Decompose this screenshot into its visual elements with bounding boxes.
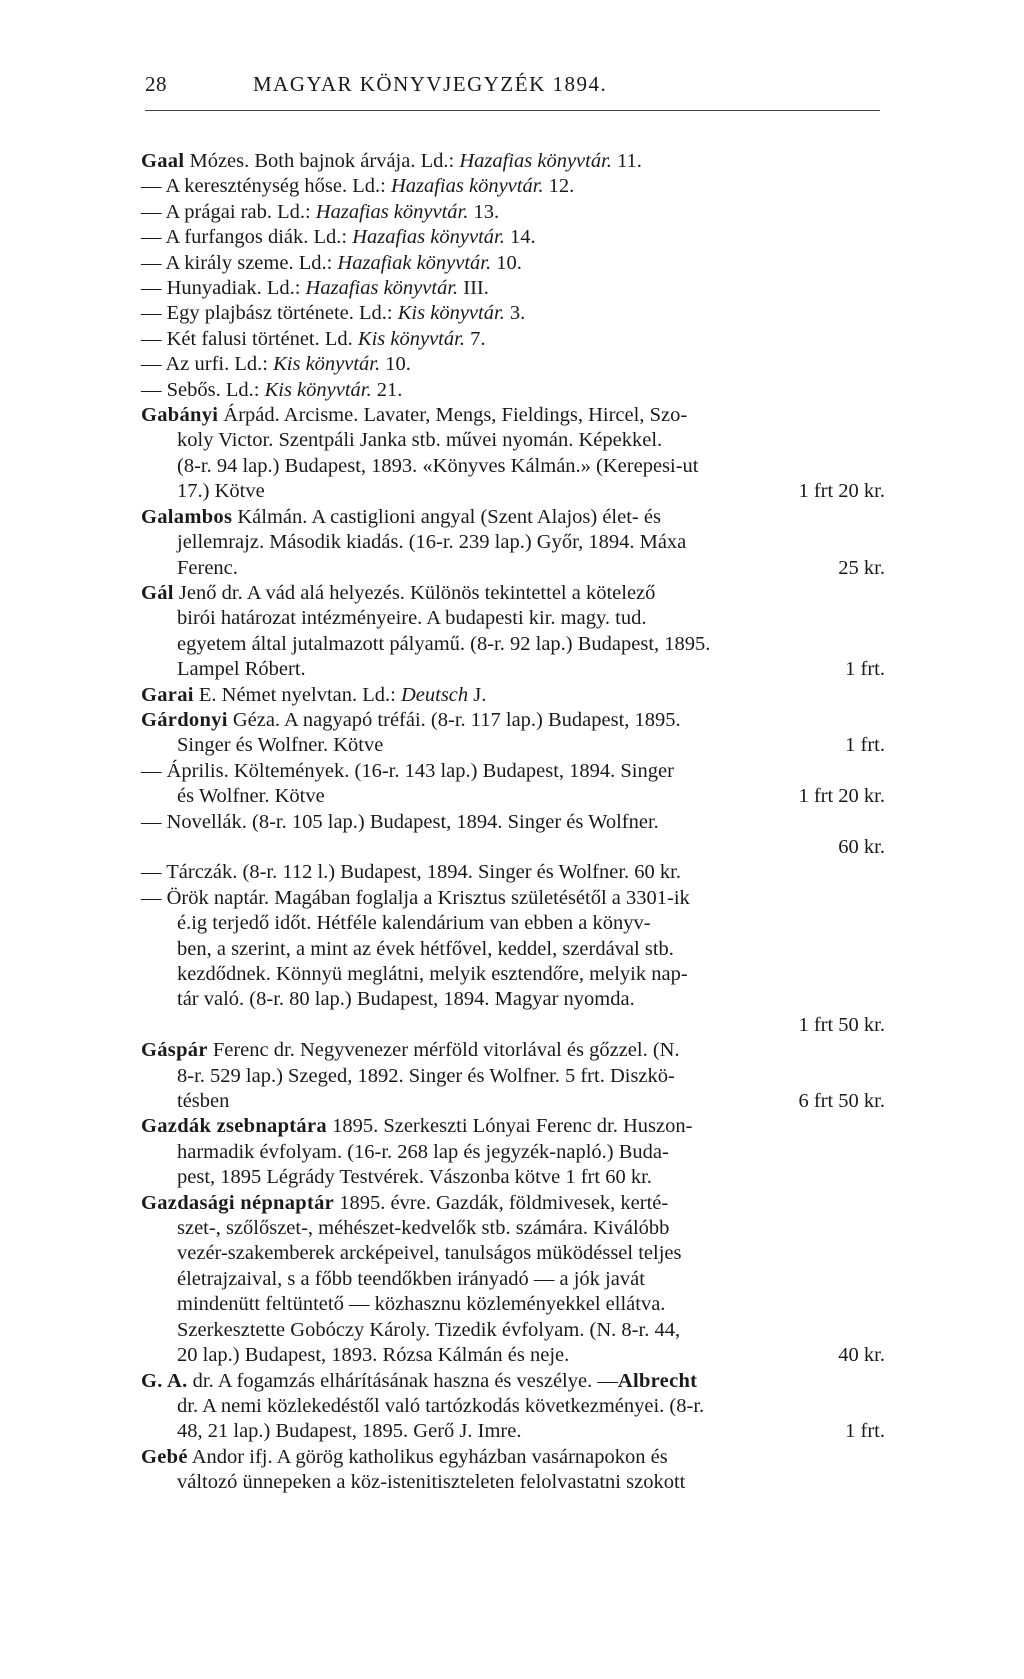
series-number: J. bbox=[468, 683, 487, 706]
entry-text: Árpád. Arcisme. Lavater, Mengs, Fieldings, Hircel, Szo- bbox=[218, 404, 688, 427]
entry-text: — A prágai rab. Ld.: bbox=[141, 200, 316, 223]
price: 6 frt 50 kr. bbox=[798, 1090, 885, 1113]
entry-text: mindenütt feltüntető — közhasznu közleményekkel ellátva. bbox=[177, 1293, 666, 1316]
series-title: Hazafias könyvtár. bbox=[459, 150, 612, 172]
entry-text: és Wolfner. Kötve bbox=[177, 785, 325, 808]
catalog-line bbox=[141, 149, 885, 174]
entry-text: — A furfangos diák. Ld.: bbox=[141, 226, 353, 249]
entry-author: Gazdasági népnaptár bbox=[141, 1191, 335, 1214]
catalog-line bbox=[141, 657, 885, 682]
catalog-line bbox=[141, 632, 885, 657]
entry-text: 48, 21 lap.) Budapest, 1895. Gerő J. Imre. bbox=[177, 1420, 522, 1443]
entry-author: Gazdák zsebnaptára bbox=[141, 1115, 327, 1138]
series-title: Kis könyvtár. bbox=[397, 302, 505, 325]
price: 1 frt. bbox=[845, 658, 885, 681]
catalog-line bbox=[141, 174, 885, 199]
catalog-line bbox=[141, 1191, 885, 1216]
catalog-line bbox=[141, 1216, 885, 1241]
entry-text: birói határozat intézményeire. A budapesti kir. magy. tud. bbox=[177, 607, 647, 630]
catalog-line bbox=[141, 1445, 885, 1470]
catalog-line bbox=[141, 1419, 885, 1444]
catalog-line bbox=[141, 200, 885, 225]
entry-text: — A király szeme. Ld.: bbox=[141, 251, 338, 274]
series-number: 12. bbox=[543, 175, 575, 198]
catalog-line bbox=[141, 1140, 885, 1165]
series-number: 14. bbox=[504, 226, 536, 249]
series-title: Hazafiak könyvtár. bbox=[337, 251, 492, 274]
series-number: III. bbox=[458, 277, 489, 300]
entry-author: Gál bbox=[141, 581, 174, 604]
series-title: Hazafias könyvtár. bbox=[305, 277, 459, 300]
catalog-line bbox=[141, 708, 885, 733]
catalog-line bbox=[141, 937, 885, 962]
entry-text: 8-r. 529 lap.) Szeged, 1892. Singer és Wolfner. 5 frt. Diszkö- bbox=[177, 1064, 675, 1087]
catalog-line bbox=[141, 225, 885, 250]
catalog-line bbox=[141, 911, 885, 936]
catalog-line bbox=[141, 683, 885, 708]
series-number: 10. bbox=[491, 251, 522, 274]
entry-text: — Két falusi történet. Ld. bbox=[141, 327, 358, 350]
catalog-line bbox=[141, 1089, 885, 1114]
catalog-line bbox=[141, 581, 885, 606]
entry-text: dr. A fogamzás elhárításának haszna és veszélye. — bbox=[187, 1369, 618, 1392]
price: 1 frt 20 kr. bbox=[798, 785, 885, 808]
catalog-line bbox=[141, 327, 885, 352]
catalog-line bbox=[141, 454, 885, 479]
entry-text: Ferenc. bbox=[177, 556, 238, 579]
entry-text: Ferenc dr. Negyvenezer mérföld vitorlával és gőzzel. (N. bbox=[207, 1039, 680, 1062]
price: 40 kr. bbox=[838, 1344, 885, 1367]
catalog-line bbox=[141, 505, 885, 530]
catalog-entries bbox=[141, 149, 885, 1496]
entry-text: — Novellák. (8-r. 105 lap.) Budapest, 1894. Singer és Wolfner. bbox=[141, 810, 659, 833]
catalog-line bbox=[141, 886, 885, 911]
entry-text: 1895. évre. Gazdák, földmivesek, kerté- bbox=[334, 1191, 669, 1214]
catalog-line bbox=[141, 1292, 885, 1317]
series-title: Hazafias könyvtár. bbox=[390, 175, 544, 198]
series-title: Hazafias könyvtár. bbox=[315, 200, 469, 223]
entry-text: Singer és Wolfner. Kötve bbox=[177, 734, 384, 757]
series-number: 11. bbox=[611, 150, 642, 172]
entry-text: Mózes. Both bajnok árvája. Ld.: bbox=[184, 150, 460, 172]
entry-author: Albrecht bbox=[617, 1369, 698, 1392]
catalog-line bbox=[141, 1343, 885, 1368]
catalog-line bbox=[141, 962, 885, 987]
catalog-line bbox=[141, 301, 885, 326]
catalog-line bbox=[141, 1369, 885, 1394]
entry-author: Gaal bbox=[141, 150, 185, 172]
catalog-line bbox=[141, 530, 885, 555]
catalog-line bbox=[141, 1241, 885, 1266]
entry-text: — Április. Költemények. (16-r. 143 lap.) Budapest, 1894. Singer bbox=[141, 759, 674, 782]
entry-text: tésben bbox=[177, 1090, 230, 1113]
entry-text: pest, 1895 Légrády Testvérek. Vászonba kötve 1 frt 60 kr. bbox=[177, 1166, 652, 1189]
entry-text: kezdődnek. Könnyü meglátni, melyik esztendőre, melyik nap- bbox=[177, 963, 688, 985]
header-rule bbox=[145, 110, 880, 111]
entry-text: (8-r. 94 lap.) Budapest, 1893. «Könyves Kálmán.» (Kerepesi-ut bbox=[177, 454, 699, 477]
catalog-line bbox=[141, 556, 885, 581]
catalog-line bbox=[141, 987, 885, 1012]
catalog-line bbox=[141, 1318, 885, 1343]
price: 60 kr. bbox=[838, 835, 885, 858]
entry-text: változó ünnepeken a köz-istenitiszteleten felolvastatni szokott bbox=[177, 1471, 686, 1494]
entry-text: — Egy plajbász története. Ld.: bbox=[141, 302, 398, 325]
series-number: 7. bbox=[464, 327, 486, 350]
series-title: Kis könyvtár. bbox=[264, 378, 372, 401]
entry-text: vezér-szakemberek arcképeivel, tanulságos müködéssel teljes bbox=[177, 1242, 682, 1265]
catalog-line bbox=[141, 1470, 885, 1495]
entry-text: dr. A nemi közlekedéstől való tartózkodás következményei. (8-r. bbox=[177, 1394, 705, 1417]
page-number: 28 bbox=[145, 72, 167, 96]
entry-text: E. Német nyelvtan. Ld.: bbox=[193, 683, 401, 706]
catalog-line bbox=[141, 606, 885, 631]
entry-text: — Örök naptár. Magában foglalja a Krisztus születésétől a 3301-ik bbox=[141, 886, 690, 909]
entry-text: harmadik évfolyam. (16-r. 268 lap és jegyzék-napló.) Buda- bbox=[177, 1140, 669, 1163]
catalog-line bbox=[141, 1064, 885, 1089]
price: 1 frt 20 kr. bbox=[798, 480, 885, 503]
entry-text: szet-, szőlőszet-, méhészet-kedvelők stb. számára. Kiválóbb bbox=[177, 1217, 670, 1240]
catalog-line bbox=[141, 403, 885, 428]
entry-text: 20 lap.) Budapest, 1893. Rózsa Kálmán és neje. bbox=[177, 1344, 570, 1367]
catalog-line bbox=[141, 1114, 885, 1139]
entry-text: egyetem által jutalmazott pályamű. (8-r. 92 lap.) Budapest, 1895. bbox=[177, 632, 711, 655]
series-number: 13. bbox=[468, 200, 500, 223]
entry-author: Gabányi bbox=[141, 404, 219, 427]
price: 25 kr. bbox=[838, 556, 885, 579]
entry-text: 17.) Kötve bbox=[177, 480, 265, 503]
series-title: Hazafias könyvtár. bbox=[352, 226, 505, 249]
entry-author: G. A. bbox=[141, 1369, 188, 1392]
catalog-line bbox=[141, 1038, 885, 1063]
catalog-line bbox=[141, 378, 885, 403]
entry-text: — Hunyadiak. Ld.: bbox=[141, 277, 306, 300]
entry-text: 1895. Szerkeszti Lónyai Ferenc dr. Huszon- bbox=[326, 1115, 693, 1138]
series-title: Kis könyvtár. bbox=[357, 327, 465, 350]
catalog-line bbox=[141, 733, 885, 758]
entry-text: jellemrajz. Második kiadás. (16-r. 239 lap.) Győr, 1894. Máxa bbox=[177, 531, 687, 554]
entry-text: koly Victor. Szentpáli Janka stb. művei nyomán. Képekkel. bbox=[177, 429, 663, 452]
entry-text: é.ig terjedő időt. Hétféle kalendárium van ebben a könyv- bbox=[177, 912, 651, 935]
running-title: MAGYAR KÖNYVJEGYZÉK 1894. bbox=[253, 72, 608, 96]
catalog-line bbox=[141, 1165, 885, 1190]
entry-text: Andor ifj. A görög katholikus egyházban vasárnapokon és bbox=[187, 1445, 668, 1468]
entry-text: tár való. (8-r. 80 lap.) Budapest, 1894. Magyar nyomda. bbox=[177, 988, 635, 1011]
entry-text: — Sebős. Ld.: bbox=[141, 378, 265, 401]
entry-author: Gáspár bbox=[141, 1039, 208, 1062]
series-number: 3. bbox=[504, 302, 526, 325]
catalog-line bbox=[141, 860, 885, 885]
entry-text: Szerkesztette Gobóczy Károly. Tizedik évfolyam. (N. 8-r. 44, bbox=[177, 1318, 681, 1341]
catalog-line bbox=[141, 479, 885, 504]
catalog-line bbox=[141, 835, 885, 860]
entry-text: Lampel Róbert. bbox=[177, 658, 306, 681]
price: 1 frt. bbox=[845, 1420, 885, 1443]
catalog-line bbox=[141, 1267, 885, 1292]
catalog-line bbox=[141, 810, 885, 835]
entry-text: — Tárczák. (8-r. 112 l.) Budapest, 1894. Singer és Wolfner. 60 kr. bbox=[141, 861, 681, 884]
catalog-line bbox=[141, 1013, 885, 1038]
entry-author: Galambos bbox=[141, 505, 233, 528]
series-number: 10. bbox=[380, 353, 411, 376]
entry-text: életrajzaival, s a főbb teendőkben irányadó — a jók javát bbox=[177, 1267, 645, 1290]
price: 1 frt. bbox=[845, 734, 885, 757]
entry-author: Garai bbox=[141, 683, 194, 706]
entry-text: — A kereszténység hőse. Ld.: bbox=[141, 175, 391, 198]
series-title: Deutsch bbox=[400, 683, 469, 706]
price: 1 frt 50 kr. bbox=[798, 1013, 885, 1036]
entry-text: — Az urfi. Ld.: bbox=[141, 353, 274, 376]
entry-text: Jenő dr. A vád alá helyezés. Különös tekintettel a kötelező bbox=[173, 581, 656, 604]
catalog-line bbox=[141, 1394, 885, 1419]
entry-text: ben, a szerint, a mint az évek hétfővel, keddel, szerdával stb. bbox=[177, 937, 674, 960]
entry-author: Gárdonyi bbox=[141, 708, 228, 731]
catalog-line bbox=[141, 276, 885, 301]
entry-text: Géza. A nagyapó tréfái. (8-r. 117 lap.) Budapest, 1895. bbox=[227, 708, 681, 731]
catalog-line bbox=[141, 428, 885, 453]
catalog-line bbox=[141, 759, 885, 784]
series-title: Kis könyvtár. bbox=[273, 353, 381, 376]
entry-author: Gebé bbox=[141, 1445, 188, 1468]
catalog-line bbox=[141, 352, 885, 377]
catalog-line bbox=[141, 784, 885, 809]
catalog-line bbox=[141, 251, 885, 276]
series-number: 21. bbox=[371, 378, 403, 401]
entry-text: Kálmán. A castiglioni angyal (Szent Alajos) élet- és bbox=[232, 505, 661, 528]
